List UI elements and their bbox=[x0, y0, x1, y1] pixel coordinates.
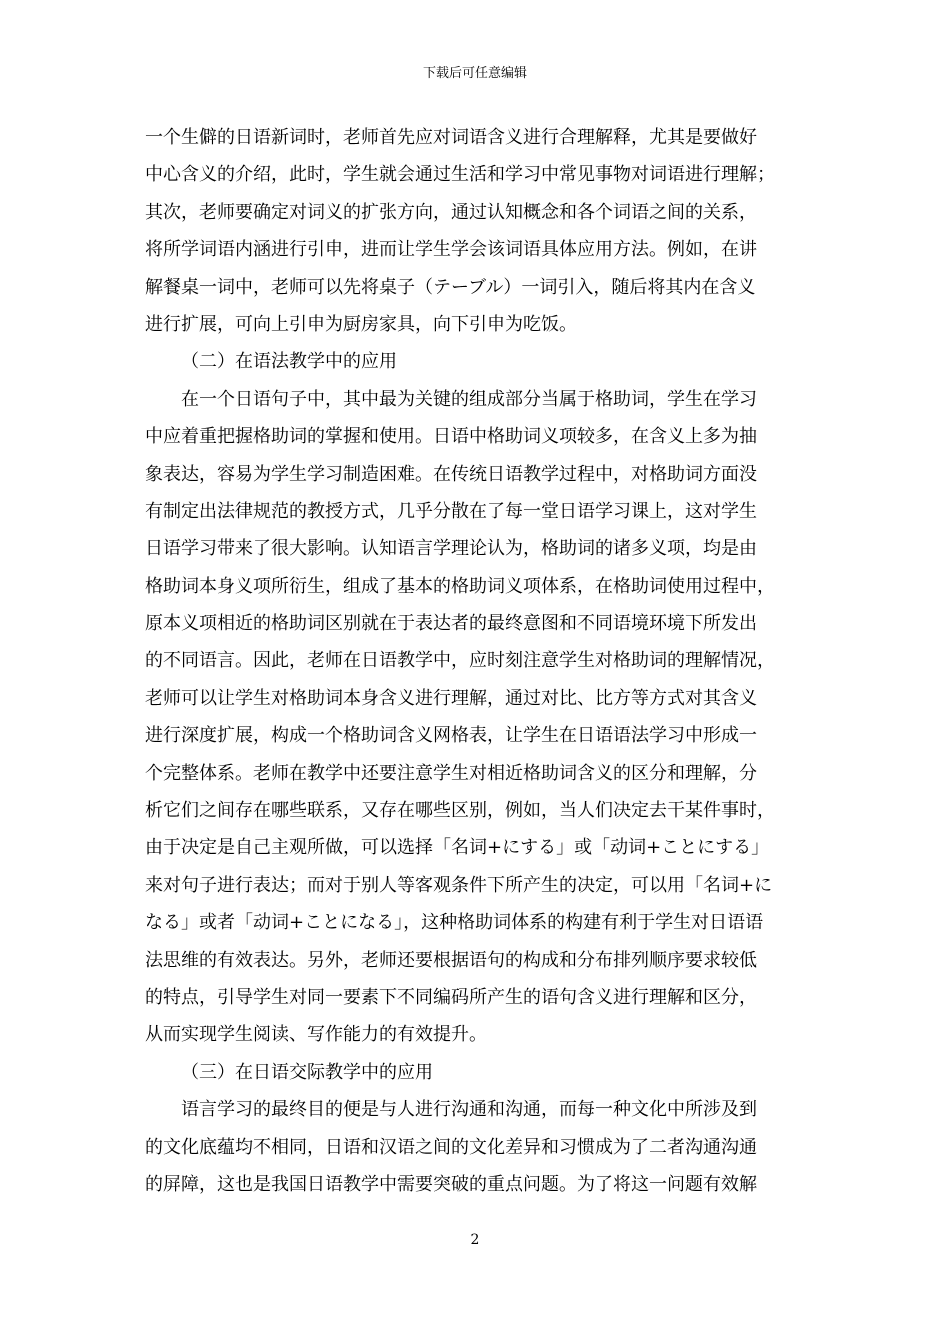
text-line: 在一个日语句子中，其中最为关键的组成部分当属于格助词，学生在学习 bbox=[181, 388, 757, 410]
text-line: なる」或者「动词+ことになる」，这种格助词体系的构建有利于学生对日语语 bbox=[145, 912, 764, 934]
text-line: 原本义项相近的格助词区别就在于表达者的最终意图和不同语境环境下所发出 bbox=[145, 613, 757, 635]
text-line: 来对句子进行表达；而对于别人等客观条件下所产生的决定，可以用「名词+に bbox=[145, 874, 773, 896]
text-line: 从而实现学生阅读、写作能力的有效提升。 bbox=[145, 1024, 487, 1046]
text-line: 将所学词语内涵进行引申，进而让学生学会该词语具体应用方法。例如，在讲 bbox=[145, 239, 757, 261]
text-line: 语言学习的最终目的便是与人进行沟通和沟通，而每一种文化中所涉及到 bbox=[181, 1099, 757, 1121]
text-line: 老师可以让学生对格助词本身含义进行理解，通过对比、比方等方式对其含义 bbox=[145, 687, 757, 709]
text-line: 个完整体系。老师在教学中还要注意学生对相近格助词含义的区分和理解，分 bbox=[145, 762, 757, 784]
text-line: 象表达，容易为学生学习制造困难。在传统日语教学过程中，对格助词方面没 bbox=[145, 463, 757, 485]
text-line: 一个生僻的日语新词时，老师首先应对词语含义进行合理解释，尤其是要做好 bbox=[145, 127, 757, 148]
text-line: 格助词本身义项所衍生，组成了基本的格助词义项体系，在格助词使用过程中， bbox=[145, 575, 775, 597]
text-line: 法思维的有效表达。另外，老师还要根据语句的构成和分布排列顺序要求较低 bbox=[145, 949, 757, 971]
page-header: 下载后可任意编辑 bbox=[422, 66, 527, 81]
text-line: 有制定出法律规范的教授方式，几乎分散在了每一堂日语学习课上，这对学生 bbox=[145, 500, 757, 522]
body-text bbox=[145, 119, 810, 1203]
text-line: 进行深度扩展，构成一个格助词含义网格表，让学生在日语语法学习中形成一 bbox=[145, 725, 757, 747]
text-line: 进行扩展，可向上引申为厨房家具，向下引申为吃饭。 bbox=[145, 313, 577, 335]
text-line: 日语学习带来了很大影响。认知语言学理论认为，格助词的诸多义项，均是由 bbox=[145, 538, 757, 560]
text-line: 的屏障，这也是我国日语教学中需要突破的重点问题。为了将这一问题有效解 bbox=[145, 1173, 757, 1195]
text-line: 中应着重把握格助词的掌握和使用。日语中格助词义项较多，在含义上多为抽 bbox=[145, 426, 757, 448]
text-line: 其次，老师要确定对词义的扩张方向，通过认知概念和各个词语之间的关系， bbox=[145, 201, 757, 223]
text-line: 解餐桌一词中，老师可以先将桌子（テーブル）一词引入，随后将其内在含义 bbox=[145, 276, 756, 298]
text-line: 中心含义的介绍，此时，学生就会通过生活和学习中常见事物对词语进行理解； bbox=[145, 164, 775, 186]
page-number: 2 bbox=[470, 1232, 480, 1248]
text-line: 的特点，引导学生对同一要素下不同编码所产生的语句含义进行理解和区分， bbox=[145, 986, 757, 1008]
text-line: 由于决定是自己主观所做，可以选择「名词+にする」或「动词+ことにする」 bbox=[145, 837, 770, 859]
text-line: （二）在语法教学中的应用 bbox=[181, 351, 397, 373]
text-line: 的不同语言。因此，老师在日语教学中，应时刻注意学生对格助词的理解情况， bbox=[145, 650, 775, 672]
text-line: 析它们之间存在哪些联系，又存在哪些区别，例如，当人们决定去干某件事时， bbox=[145, 800, 775, 822]
text-line: （三）在日语交际教学中的应用 bbox=[181, 1061, 433, 1083]
text-line: 的文化底蕴均不相同，日语和汉语之间的文化差异和习惯成为了二者沟通沟通 bbox=[145, 1136, 757, 1158]
